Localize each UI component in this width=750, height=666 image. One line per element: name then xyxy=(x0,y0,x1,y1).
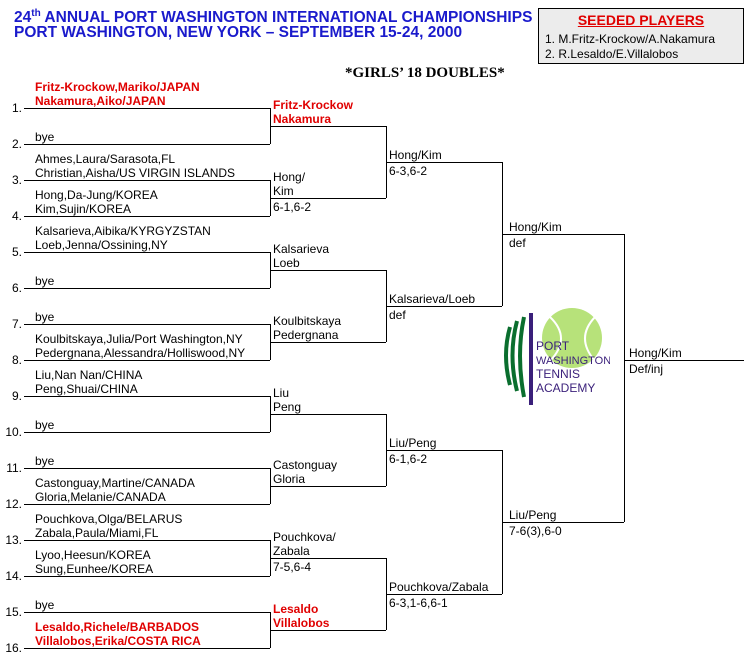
quarterfinal-line xyxy=(386,162,502,163)
seeded-players-box xyxy=(538,8,744,64)
logo-text-line1: PORT xyxy=(536,339,570,353)
first-round-player: bye xyxy=(35,418,55,432)
draw-position-number: 4. xyxy=(11,209,22,223)
second-round-line xyxy=(270,414,386,415)
quarterfinal-line xyxy=(386,306,502,307)
logo-text-line2: WASHINGTON xyxy=(536,355,610,367)
first-round-line xyxy=(24,108,270,109)
first-round-line xyxy=(24,360,270,361)
second-round-line xyxy=(270,630,386,631)
draw-position-number: 16. xyxy=(5,641,22,655)
first-round-line xyxy=(24,144,270,145)
draw-position-number: 11. xyxy=(6,461,22,475)
bracket-connector xyxy=(624,234,625,522)
first-round-player: Kalsarieva,Aibika/KYRGYZSTAN xyxy=(35,224,211,238)
first-round-player: Pouchkova,Olga/BELARUS xyxy=(35,512,183,526)
draw-position-number: 14. xyxy=(5,569,22,583)
first-round-player: Zabala,Paula/Miami,FL xyxy=(35,526,159,540)
second-round-team: Liu xyxy=(273,386,290,400)
first-round-line xyxy=(24,432,270,433)
second-round-line xyxy=(270,558,386,559)
draw-position-number: 10. xyxy=(5,425,22,439)
semifinal-line xyxy=(502,522,624,523)
semifinal-team: Liu/Peng xyxy=(509,508,557,522)
draw-position-number: 6. xyxy=(11,281,22,295)
second-round-team: Pouchkova/ xyxy=(273,530,336,544)
second-round-team: Koulbitskaya xyxy=(273,314,342,328)
draw-position-number: 15. xyxy=(5,605,22,619)
second-round-team: Villalobos xyxy=(273,616,330,630)
logo-graphic xyxy=(500,305,610,405)
draw-position-number: 3. xyxy=(11,173,22,187)
first-round-player: Villalobos,Erika/COSTA RICA xyxy=(35,634,201,648)
second-round-team: Peng xyxy=(273,400,302,414)
quarterfinal-team: Kalsarieva/Loeb xyxy=(389,292,476,306)
match-score: 7-6(3),6-0 xyxy=(509,524,562,538)
first-round-player: Nakamura,Aiko/JAPAN xyxy=(35,94,166,108)
seeded-player-2: 2. R.Lesaldo/E.Villalobos xyxy=(545,47,679,61)
match-score: 6-3,1-6,6-1 xyxy=(389,596,448,610)
tennis-academy-logo xyxy=(500,305,610,410)
first-round-line xyxy=(24,468,270,469)
first-round-line xyxy=(24,540,270,541)
first-round-player: bye xyxy=(35,310,55,324)
match-score: 7-5,6-4 xyxy=(273,560,312,574)
first-round-player: Fritz-Krockow,Mariko/JAPAN xyxy=(35,80,200,94)
racket-stripe-icon xyxy=(513,321,518,391)
match-score: def xyxy=(389,308,406,322)
second-round-team: Kalsarieva xyxy=(273,242,330,256)
draw-position-number: 5. xyxy=(11,245,22,259)
quarterfinal-line xyxy=(386,594,502,595)
quarterfinal-team: Pouchkova/Zabala xyxy=(389,580,489,594)
match-score: 6-1,6-2 xyxy=(389,452,428,466)
event-name: *GIRLS’ 18 DOUBLES* xyxy=(345,65,505,81)
seeded-players-title: SEEDED PLAYERS xyxy=(577,12,705,28)
draw-position-number: 12. xyxy=(5,497,22,511)
second-round-team: Hong/ xyxy=(273,170,306,184)
first-round-player: Christian,Aisha/US VIRGIN ISLANDS xyxy=(35,166,236,180)
first-round-player: Gloria,Melanie/CANADA xyxy=(35,490,166,504)
first-round-line xyxy=(24,180,270,181)
champion-team: Hong/Kim xyxy=(629,346,682,360)
match-score: 6-1,6-2 xyxy=(273,200,312,214)
first-round-player: bye xyxy=(35,274,55,288)
logo-text-line4: ACADEMY xyxy=(536,381,596,395)
second-round-team: Gloria xyxy=(273,472,306,486)
racket-stripe-icon xyxy=(506,327,510,385)
second-round-line xyxy=(270,126,386,127)
first-round-line xyxy=(24,648,270,649)
first-round-player: bye xyxy=(35,454,55,468)
final-line xyxy=(624,360,744,361)
draw-position-number: 1. xyxy=(11,101,22,115)
second-round-team: Zabala xyxy=(273,544,310,558)
second-round-line xyxy=(270,198,386,199)
semifinal-line xyxy=(502,234,624,235)
draw-position-number: 8. xyxy=(11,353,22,367)
racket-stripe-icon xyxy=(520,317,524,397)
match-score: 6-3,6-2 xyxy=(389,164,428,178)
draw-position-number: 9. xyxy=(11,389,22,403)
second-round-line xyxy=(270,270,386,271)
quarterfinal-team: Liu/Peng xyxy=(389,436,437,450)
semifinal-team: Hong/Kim xyxy=(509,220,562,234)
first-round-player: Sung,Eunhee/KOREA xyxy=(35,562,154,576)
first-round-player: Pedergnana,Alessandra/Holliswood,NY xyxy=(35,346,246,360)
first-round-player: Koulbitskaya,Julia/Port Washington,NY xyxy=(35,332,243,346)
first-round-line xyxy=(24,216,270,217)
first-round-player: Lesaldo,Richele/BARBADOS xyxy=(35,620,200,634)
first-round-line xyxy=(24,396,270,397)
seeded-player-1: 1. M.Fritz-Krockow/A.Nakamura xyxy=(545,32,716,46)
first-round-player: Liu,Nan Nan/CHINA xyxy=(35,368,143,382)
first-round-player: Ahmes,Laura/Sarasota,FL xyxy=(35,152,176,166)
match-score: Def/inj xyxy=(629,362,664,376)
quarterfinal-line xyxy=(386,450,502,451)
quarterfinal-team: Hong/Kim xyxy=(389,148,442,162)
first-round-player: bye xyxy=(35,130,55,144)
first-round-line xyxy=(24,576,270,577)
logo-text-line3: TENNIS xyxy=(536,367,581,381)
second-round-team: Pedergnana xyxy=(273,328,339,342)
tournament-title: 24th ANNUAL PORT WASHINGTON INTERNATIONAL CHAMPIONSHIPS xyxy=(14,8,533,27)
first-round-player: Castonguay,Martine/CANADA xyxy=(35,476,195,490)
first-round-player: bye xyxy=(35,598,55,612)
first-round-player: Hong,Da-Jung/KOREA xyxy=(35,188,158,202)
second-round-team: Castonguay xyxy=(273,458,338,472)
first-round-player: Kim,Sujin/KOREA xyxy=(35,202,132,216)
second-round-team: Nakamura xyxy=(273,112,332,126)
second-round-line xyxy=(270,486,386,487)
draw-position-number: 7. xyxy=(11,317,22,331)
second-round-team: Loeb xyxy=(273,256,300,270)
second-round-team: Lesaldo xyxy=(273,602,319,616)
second-round-team: Fritz-Krockow xyxy=(273,98,354,112)
match-score: def xyxy=(509,236,526,250)
first-round-line xyxy=(24,288,270,289)
tournament-location-dates: PORT WASHINGTON, NEW YORK – SEPTEMBER 15-24, 2000 xyxy=(14,24,463,41)
first-round-player: Lyoo,Heesun/KOREA xyxy=(35,548,151,562)
first-round-line xyxy=(24,612,270,613)
draw-position-number: 13. xyxy=(5,533,22,547)
first-round-player: Peng,Shuai/CHINA xyxy=(35,382,138,396)
second-round-line xyxy=(270,342,386,343)
first-round-line xyxy=(24,324,270,325)
first-round-line xyxy=(24,252,270,253)
second-round-team: Kim xyxy=(273,184,294,198)
draw-position-number: 2. xyxy=(11,137,22,151)
first-round-line xyxy=(24,504,270,505)
first-round-player: Loeb,Jenna/Ossining,NY xyxy=(35,238,168,252)
